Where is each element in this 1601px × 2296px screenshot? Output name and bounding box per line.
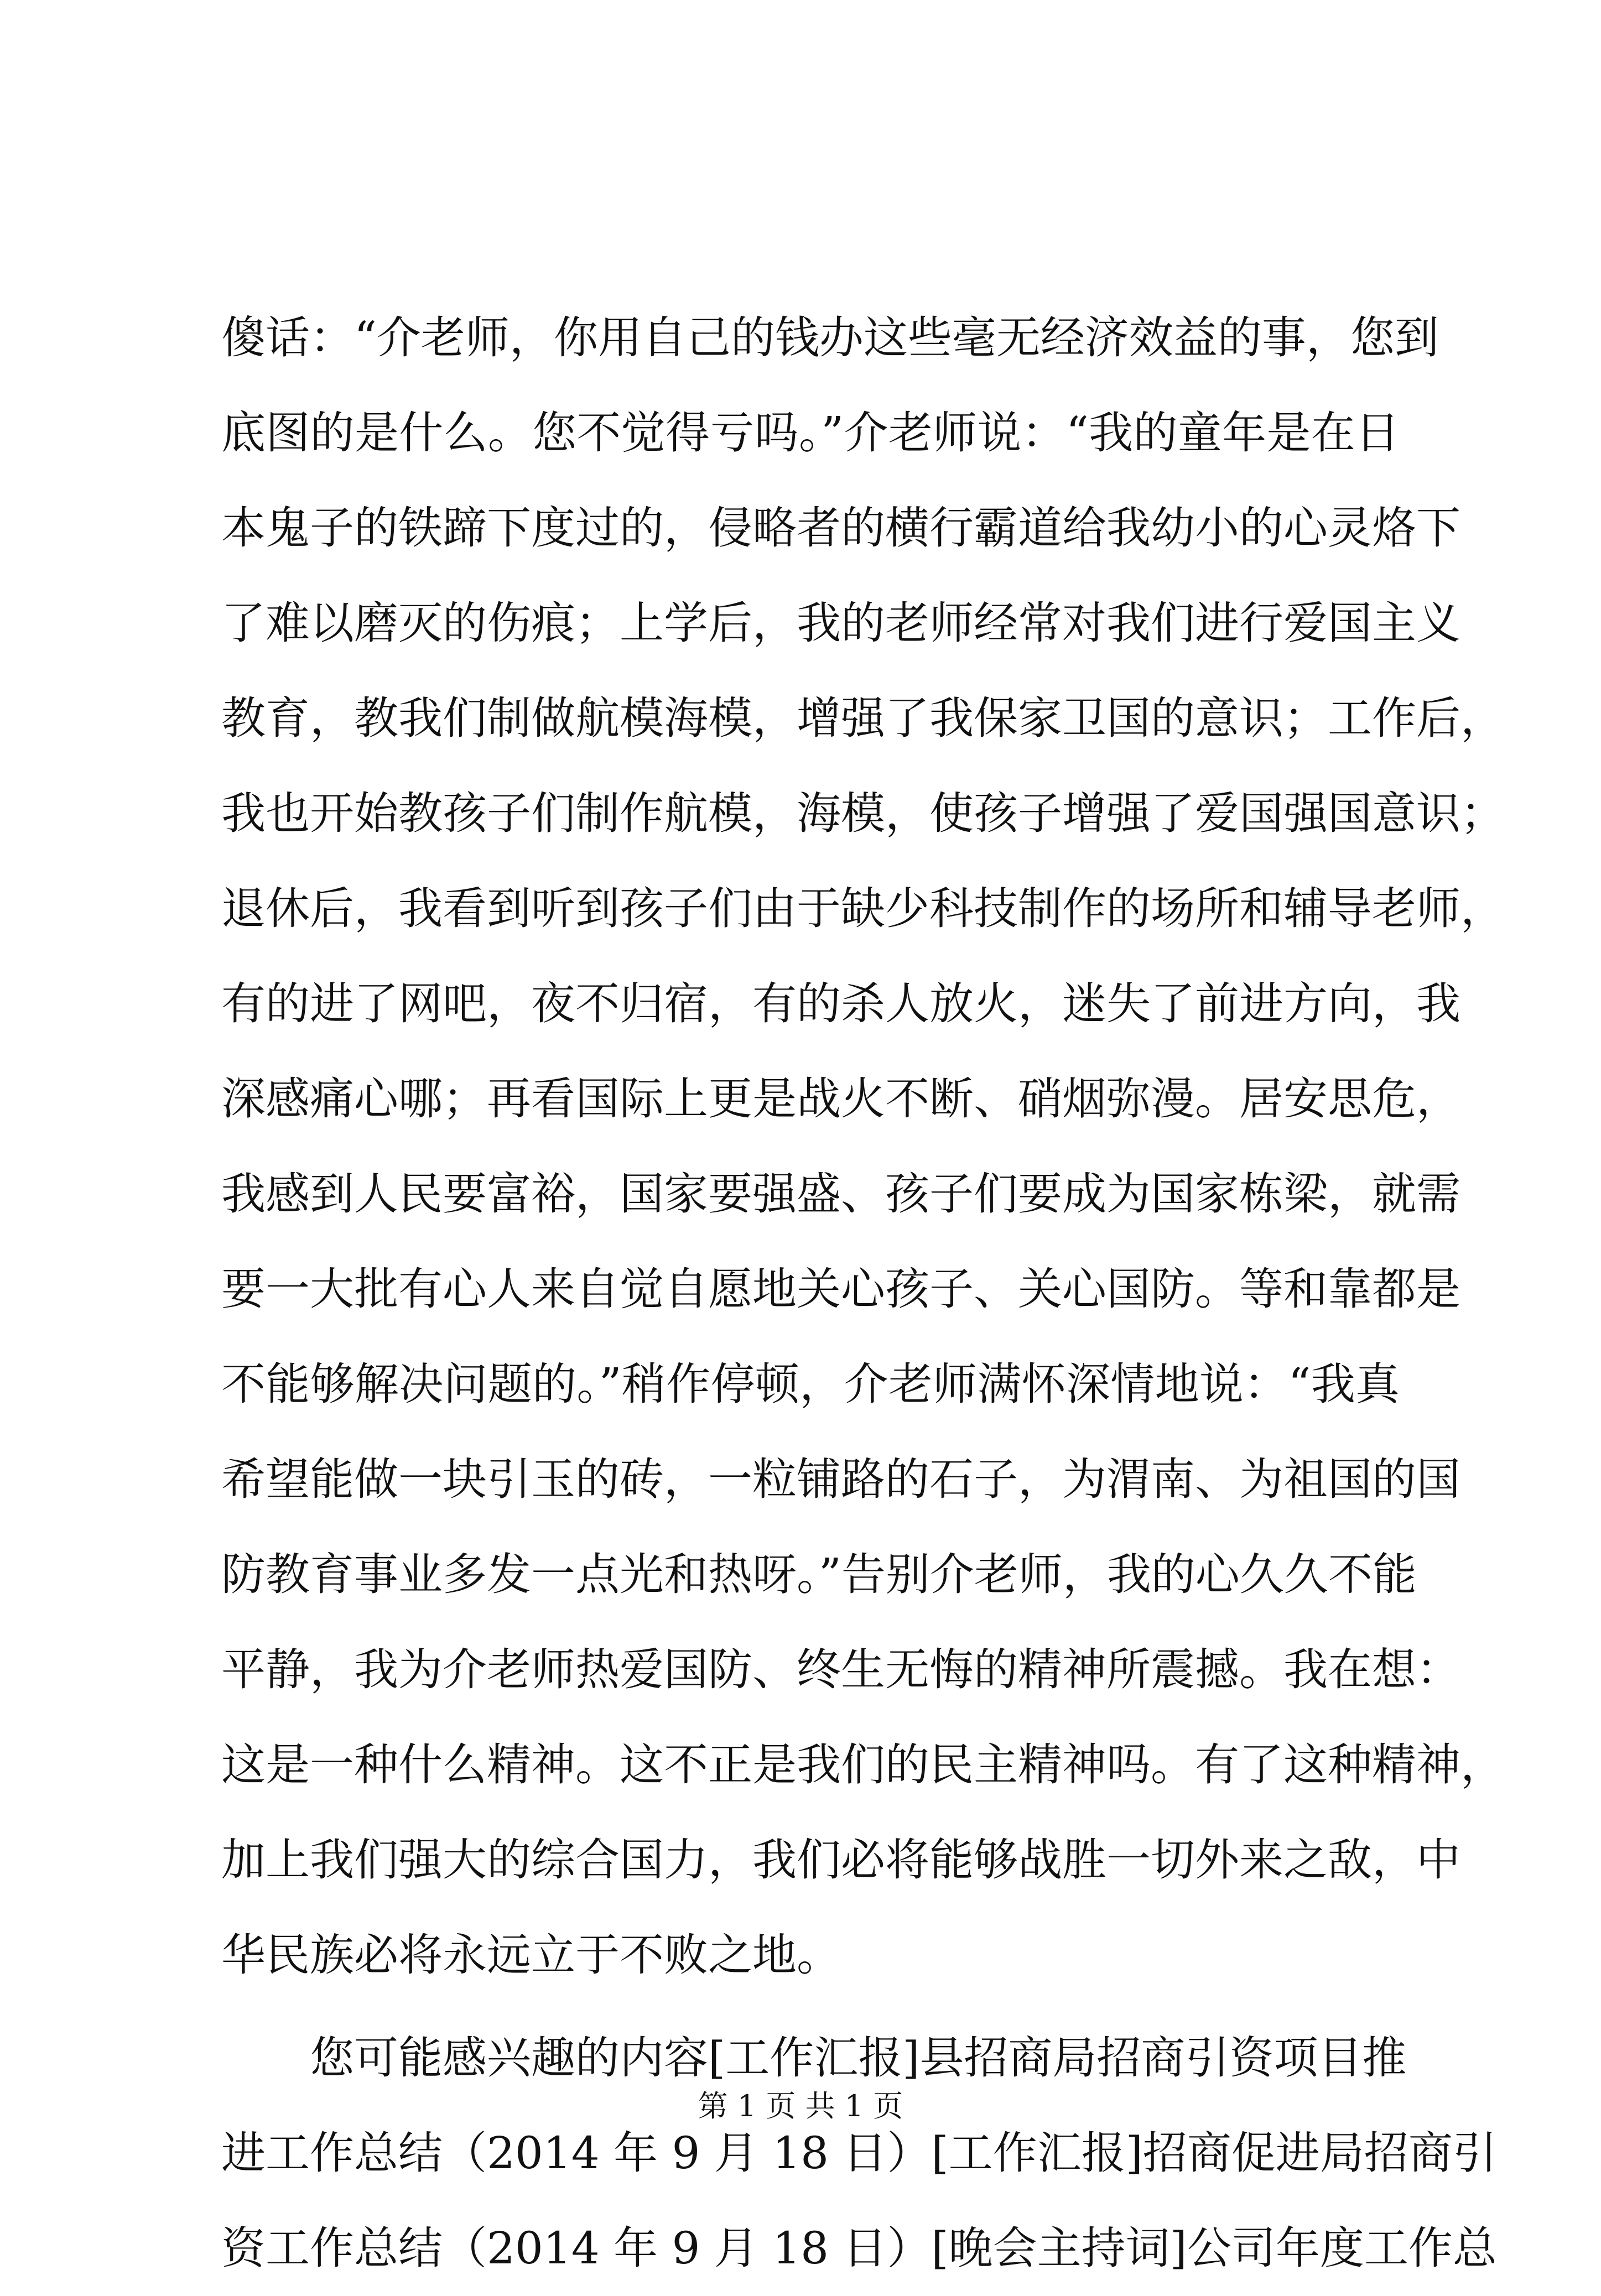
- paragraph-gap: [221, 2003, 1400, 2011]
- page-footer: 第 1 页 共 1 页: [698, 2089, 903, 2123]
- text-line: 有的进了网吧，夜不归宿，有的杀人放火，迷失了前进方向，我: [221, 978, 1460, 1029]
- text-line: 不能够解决问题的。”稍作停顿，介老师满怀深情地说：“我真: [221, 1358, 1400, 1410]
- text-line: 深感痛心哪；再看国际上更是战火不断、硝烟弥漫。居安思危，: [221, 1073, 1460, 1124]
- text-line: 本鬼子的铁蹄下度过的，侵略者的横行霸道给我幼小的心灵烙下: [221, 502, 1460, 554]
- text-line: 进工作总结（2014 年 9 月 18 日）[工作汇报]招商促进局招商引: [221, 2127, 1497, 2179]
- text-line: 要一大批有心人来自觉自愿地关心孩子、关心国防。等和靠都是: [221, 1263, 1460, 1315]
- text-line: 退休后，我看到听到孩子们由于缺少科技制作的场所和辅导老师，: [221, 883, 1505, 934]
- text-line: 傻话：“介老师，你用自己的钱办这些毫无经济效益的事，您到: [221, 312, 1439, 363]
- text-line: 我也开始教孩子们制作航模，海模，使孩子增强了爱国强国意识；: [221, 788, 1505, 839]
- text-line: 加上我们强大的综合国力，我们必将能够战胜一切外来之敌，中: [221, 1834, 1460, 1886]
- text-line: 资工作总结（2014 年 9 月 18 日）[晚会主持词]公司年度工作总: [221, 2222, 1497, 2274]
- text-line: 平静，我为介老师热爱国防、终生无悔的精神所震撼。我在想：: [221, 1644, 1460, 1695]
- text-line: 教育，教我们制做航模海模，增强了我保家卫国的意识；工作后，: [221, 693, 1505, 744]
- text-line: 我感到人民要富裕，国家要强盛、孩子们要成为国家栋梁，就需: [221, 1168, 1460, 1220]
- text-line: 了难以磨灭的伤痕；上学后，我的老师经常对我们进行爱国主义: [221, 597, 1460, 649]
- text-line: 底图的是什么。您不觉得亏吗。”介老师说：“我的童年是在日: [221, 407, 1400, 459]
- document-body: [221, 290, 1505, 2296]
- text-line: 希望能做一块引玉的砖，一粒铺路的石子，为渭南、为祖国的国: [221, 1454, 1460, 1505]
- paragraph-2: [221, 2011, 1497, 2296]
- text-line: 防教育事业多发一点光和热呀。”告别介老师，我的心久久不能: [221, 1549, 1417, 1600]
- paragraph-1: [221, 290, 1505, 2003]
- text-line: 华民族必将永远立于不败之地。: [221, 1929, 841, 1981]
- text-line: 这是一种什么精神。这不正是我们的民主精神吗。有了这种精神，: [221, 1739, 1505, 1790]
- text-line: 您可能感兴趣的内容[工作汇报]县招商局招商引资项目推: [310, 2032, 1407, 2084]
